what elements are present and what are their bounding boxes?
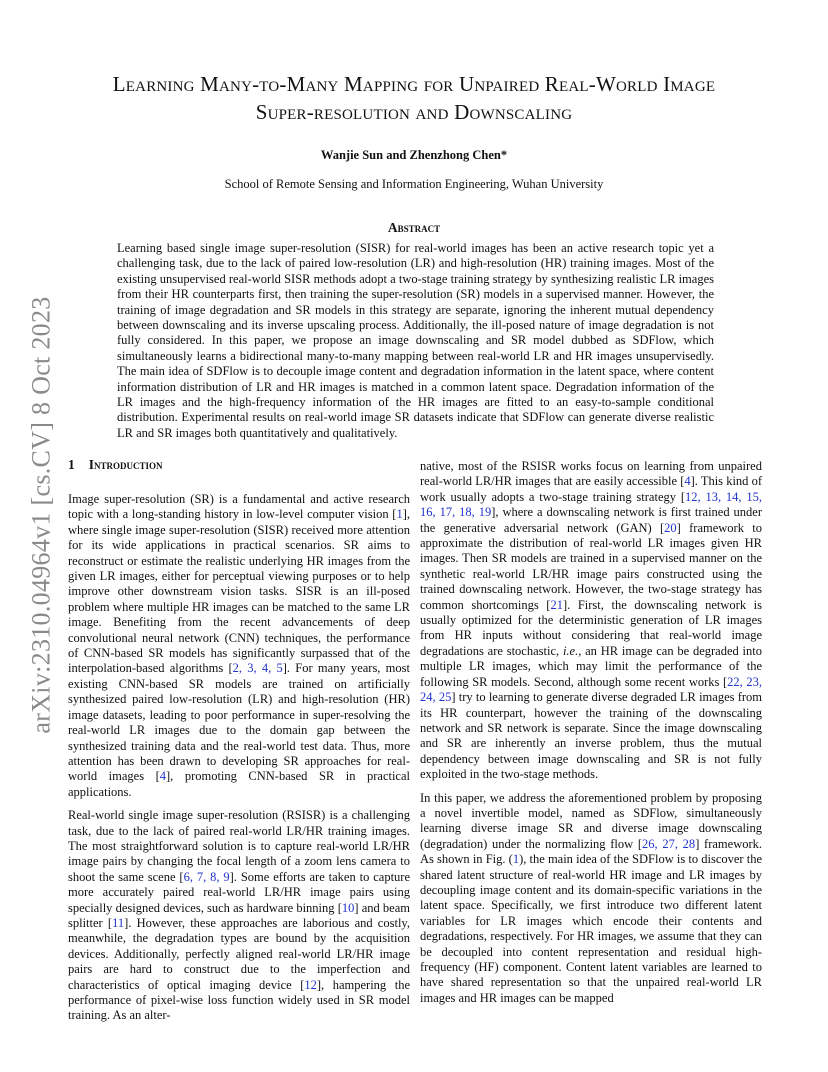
- text-run: native, most of the RSISR works focus on learning from unpaired real-world LR/HR images that are easily accessible [: [420, 459, 762, 489]
- section-heading-introduction: [68, 457, 163, 473]
- abstract-body: Learning based single image super-resolution (SISR) for real-world images has been an active research topic yet a challenging task, due to the lack of paired low-resolution (LR) and high-resolution (HR) training images. Most of the existing unsupervised real-world SISR methods adopt a two-stage training strategy by synthesizing realistic LR images from their HR counterparts first, then training the super-resolution (SR) models in a supervised manner. However, the training of image degradation and SR models in this strategy are separate, ignoring the inherent mutual dependency between downscaling and its inverse upscaling process. Additionally, the ill-posed nature of image degradation is not fully considered. In this paper, we propose an image downscaling and SR model dubbed as SDFlow, which simultaneously learns a bidirectional many-to-many mapping between real-world LR and HR images unsupervisedly. The main idea of SDFlow is to decouple image content and degradation information in the latent space, where content information distribution of LR and HR images is matched in a common latent space. Degradation information of the LR images and the high-frequency information of the HR images are fitted to an easy-to-sample conditional distribution. Experimental results on real-world image SR datasets indicate that SDFlow can generate diverse realistic LR and SR images both quantitatively and qualitatively.: [117, 241, 714, 440]
- section-title: Introduction: [88, 457, 163, 472]
- right-column: [420, 459, 762, 1014]
- text-run: ] framework to approximate the distribution of real-world LR images given HR images. Then SR models are trained in a supervised manner on the synthetic real-world LR/HR image pairs constructed using the trained downscaling network. However, the two-stage strategy has common shortcomings [: [420, 520, 762, 612]
- citation-link[interactable]: 11: [112, 915, 125, 930]
- paper-title: [70, 70, 758, 126]
- citation-link[interactable]: 20: [664, 520, 677, 535]
- citation-link[interactable]: 12: [304, 977, 317, 992]
- citation-link[interactable]: 1: [396, 507, 403, 522]
- text-run: ], hampering the performance of pixel-wise loss function widely used in SR model training. As an alter-: [68, 977, 410, 1023]
- text-run: , an HR image can be degraded into multiple LR images, which may limit the performance of the following SR models. Second, although some recent works [: [420, 643, 763, 689]
- citation-link[interactable]: 4: [684, 474, 691, 489]
- text-run: ]. Some efforts are taken to capture more accurately paired real-world LR/HR image pairs using specially designed devices, such as hardware binning [: [68, 869, 411, 915]
- citation-link[interactable]: 4: [159, 769, 167, 784]
- authors: Wanjie Sun and Zhenzhong Chen*: [320, 148, 508, 162]
- paragraph: [68, 492, 410, 800]
- text-run: ), the main idea of the SDFlow is to discover the shared latent structure of real-world HR image and LR images by decoupling image content and its domain-specific variations in the latent space. Specifically, we first introduce two different latent variables for LR images which encode their contents and degradations, respectively. For HR images, we assume that they can be decoupled into content representation and residual high-frequency (HF) component. Content latent variables are learned to have shared representation so that the unpaired real-world LR images and HR images can be mapped: [420, 852, 762, 1005]
- citation-link[interactable]: 10: [341, 900, 355, 915]
- citation-link[interactable]: 21: [550, 597, 563, 612]
- title-line-1: Learning Many-to-Many Mapping for Unpaired Real-World Image: [112, 72, 716, 96]
- text-run: ] try to learning to generate diverse degraded LR images from its HR counterpart, however the training of the downscaling network and SR network is separate. Since the image downscaling and SR are inherently an inverse problem, thus the mutual dependency between image downscaling and SR is not fully exploited in the two-stage methods.: [420, 690, 763, 782]
- text-run: Real-world single image super-resolution (RSISR) is a challenging task, due to the lack of paired real-world LR/HR training images. The most straightforward solution is to capture real-world LR/HR image pairs by changing the focal length of a zoom lens camera to shoot the same scene [: [68, 808, 410, 884]
- text-run: ], promoting CNN-based SR in practical applications.: [68, 769, 411, 799]
- arxiv-identifier: [22, 295, 62, 735]
- figure-link[interactable]: 1: [512, 852, 520, 867]
- citation-link[interactable]: 2, 3, 4, 5: [232, 661, 283, 676]
- text-run: ]. For many years, most existing CNN-based SR models are trained on artificially synthesized paired low-resolution (LR) and high-resolution (HR) image datasets, leading to poor performance in super-resolving the real-world LR images due to the domain gap between the synthesized training data and the real-world test data. Thus, more attention has been drawn to developing SR approaches for real-world images [: [68, 661, 410, 784]
- paragraph: [420, 791, 762, 1007]
- citation-link[interactable]: 26, 27, 28: [642, 836, 696, 851]
- text-run: ]. However, these approaches are laborious and costly, meanwhile, the degradation types are bound by the acquisition devices. Additionally, perfectly aligned real-world LR/HR image pairs are hard to construct due to the imperfection and characteristics of optical imaging device [: [68, 915, 410, 992]
- text-run: In this paper, we address the aforementioned problem by proposing a novel invertible model, named as SDFlow, simultaneously learning diverse image SR and diverse image downscaling (degradation) under the normalizing flow [: [420, 790, 762, 851]
- paragraph: [420, 459, 762, 783]
- citation-link[interactable]: 22, 23, 24, 25: [420, 674, 762, 705]
- text-run: ]. First, the downscaling network is usually optimized for the deterministic generation of LR images from HR inputs without considering that real-world image degradations are stochastic,: [420, 597, 763, 658]
- text-run: ], where a downscaling network is first trained under the generative adversarial network (GAN) [: [420, 505, 763, 535]
- text-run: ], where single image super-resolution (SISR) received more attention for its wide applications in practical scenarios. SR aims to reconstruct or estimate the realistic underlying HR images from the given LR images, either for perceptual viewing purposes or to help improve other downstream vision tasks. SISR is an ill-posed problem where multiple HR images can be matched to the same LR image. Benefiting from the recent advancements of deep convolutional neural network (CNN) techniques, the performance of CNN-based SR models has significantly surpassed that of the interpolation-based algorithms [: [68, 507, 410, 676]
- left-column: [68, 492, 410, 1032]
- arxiv-identifier-text: arXiv:2310.04964v1 [cs.CV] 8 Oct 2023: [27, 296, 56, 734]
- affiliation: School of Remote Sensing and Information Engineering, Wuhan University: [224, 177, 604, 191]
- citation-link[interactable]: 6, 7, 8, 9: [183, 869, 230, 884]
- text-run: ] framework. As shown in Fig. (: [420, 836, 763, 867]
- citation-link[interactable]: 12, 13, 14, 15, 16, 17, 18, 19: [420, 489, 762, 520]
- title-line-2: Super-resolution and Downscaling: [255, 100, 573, 124]
- section-number: 1: [68, 457, 75, 472]
- text-run: Image super-resolution (SR) is a fundamental and active research topic with a long-standing history in low-level computer vision [: [68, 492, 410, 522]
- text-run-italic: i.e.: [562, 643, 579, 658]
- text-run: ] and beam splitter [: [68, 900, 411, 930]
- abstract-heading: Abstract: [387, 220, 441, 235]
- paragraph: [68, 808, 410, 1024]
- text-run: ]. This kind of work usually adopts a two-stage training strategy [: [420, 474, 762, 504]
